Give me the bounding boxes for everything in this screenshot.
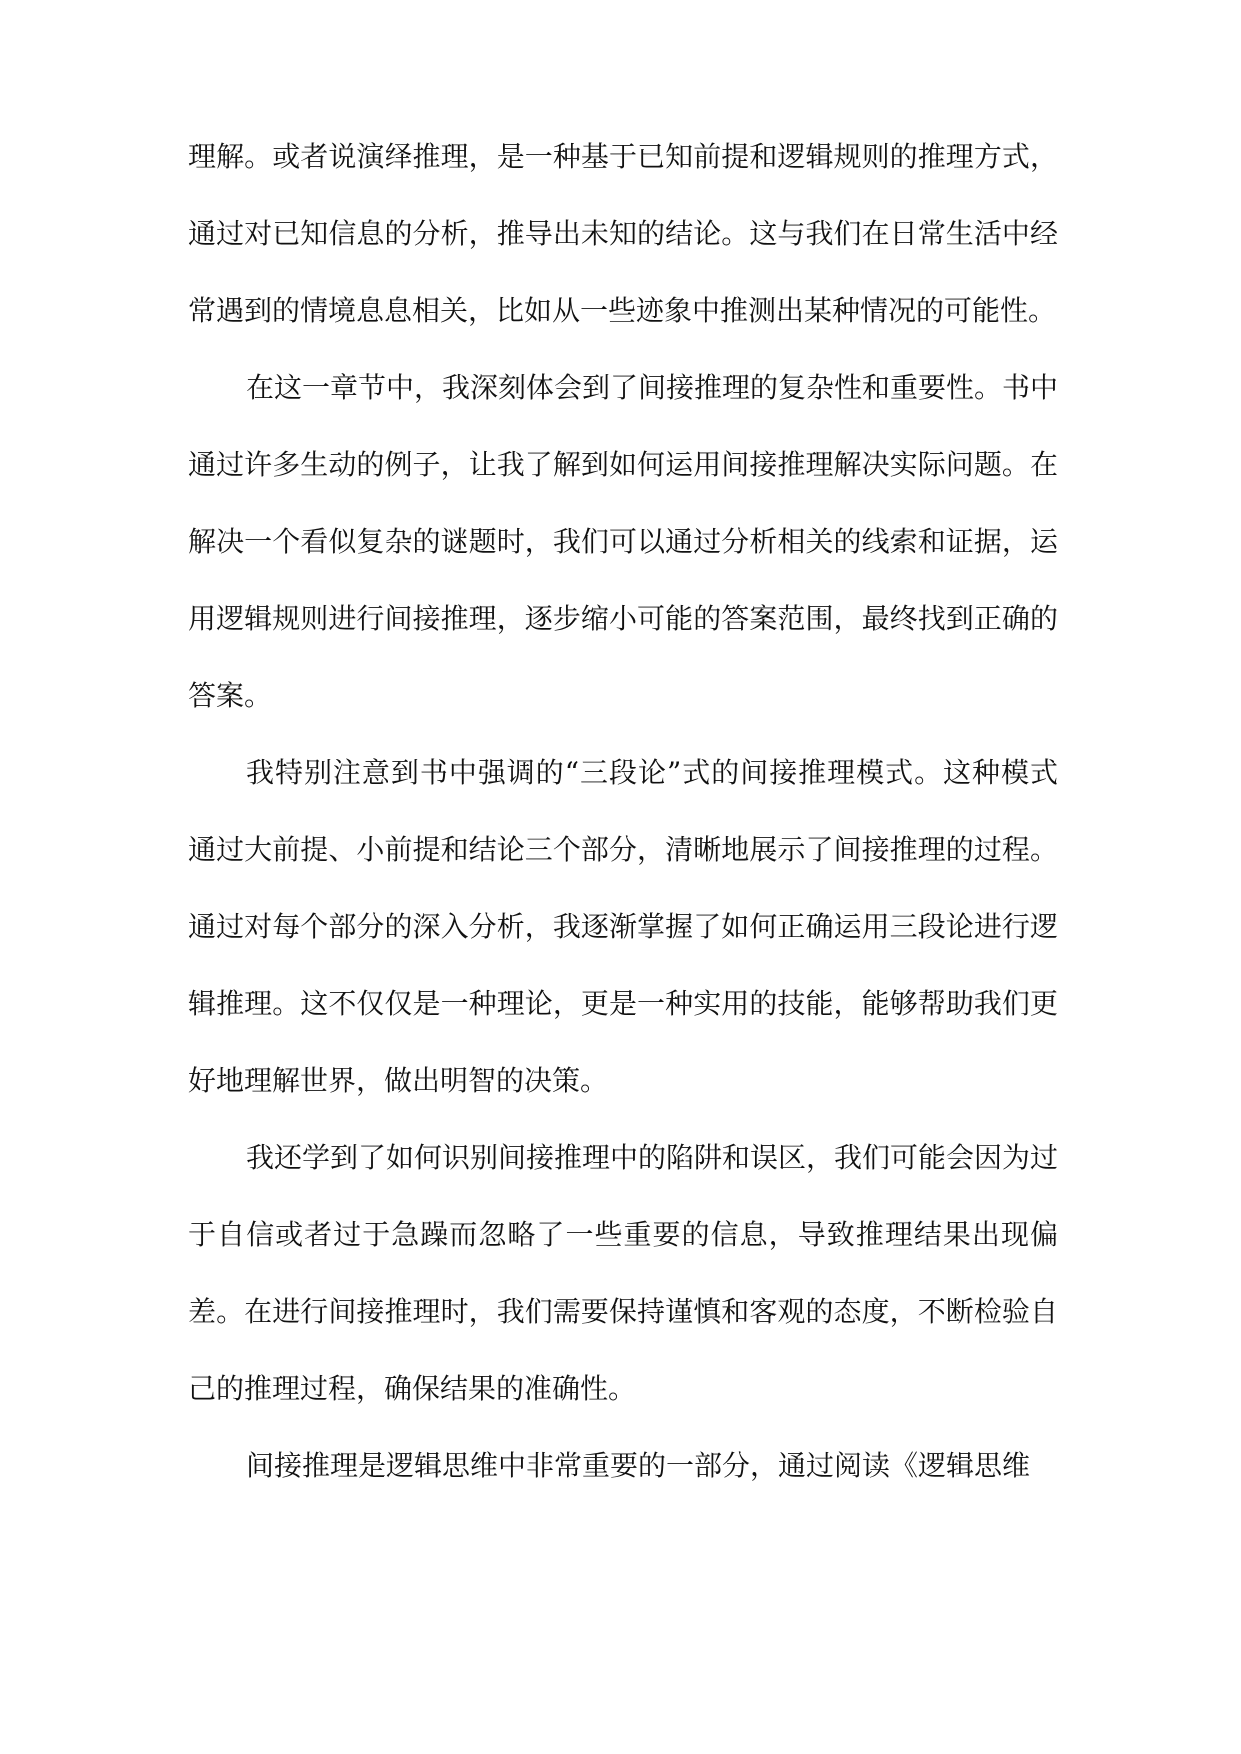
paragraph-2: 在这一章节中，我深刻体会到了间接推理的复杂性和重要性。书中通过许多生动的例子，让我了解到如何运用间接推理解决实际问题。在解决一个看似复杂的谜题时，我们可以通过分析相关的线索和证据，运用逻辑规则进行间接推理，逐步缩小可能的答案范围，最终找到正确的答案。 <box>188 371 1059 712</box>
paragraph-5: 间接推理是逻辑思维中非常重要的一部分，通过阅读《逻辑思维 <box>246 1449 1031 1482</box>
paragraph-3: 我特别注意到书中强调的“三段论”式的间接推理模式。这种模式通过大前提、小前提和结论三个部分，清晰地展示了间接推理的过程。通过对每个部分的深入分析，我逐渐掌握了如何正确运用三段论进行逻辑推理。这不仅仅是一种理论，更是一种实用的技能，能够帮助我们更好地理解世界，做出明智的决策。 <box>188 756 1058 1097</box>
paragraph-1: 理解。或者说演绎推理，是一种基于已知前提和逻辑规则的推理方式，通过对已知信息的分析，推导出未知的结论。这与我们在日常生活中经常遇到的情境息息相关，比如从一些迹象中推测出某种情况的可能性。 <box>188 140 1058 327</box>
body-text <box>188 118 1058 1504</box>
paragraph-4: 我还学到了如何识别间接推理中的陷阱和误区，我们可能会因为过于自信或者过于急躁而忽略了一些重要的信息，导致推理结果出现偏差。在进行间接推理时，我们需要保持谨慎和客观的态度，不断检验自己的推理过程，确保结果的准确性。 <box>188 1141 1059 1405</box>
